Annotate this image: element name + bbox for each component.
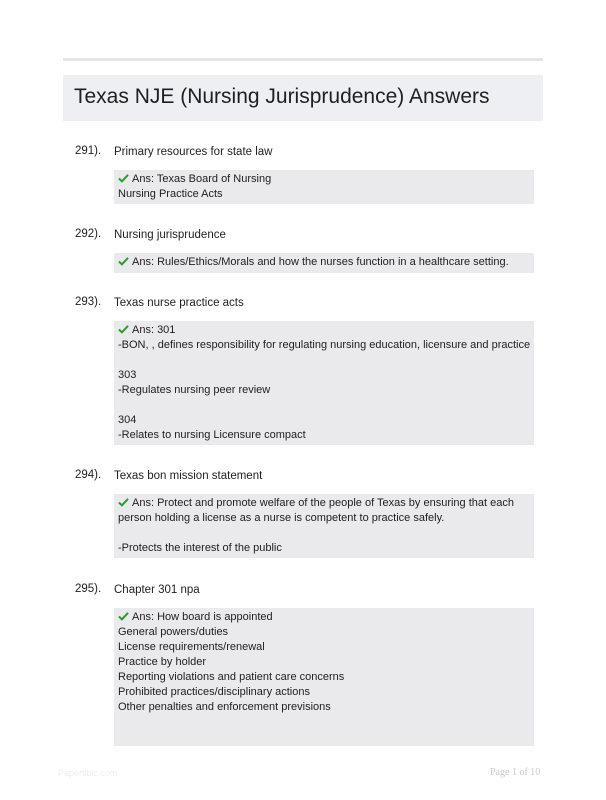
answer-line: Ans: 301 <box>118 323 534 338</box>
question-number: 295). <box>75 583 102 595</box>
answer-line: Ans: Rules/Ethics/Morals and how the nurses function in a healthcare setting. <box>118 255 534 270</box>
answer-line: General powers/duties <box>118 626 229 638</box>
qa-item-292 <box>63 228 543 274</box>
answer-line <box>118 353 534 368</box>
top-divider <box>63 58 543 61</box>
answer-line <box>118 526 534 541</box>
question-text: Chapter 301 npa <box>114 584 200 596</box>
answer-line: Other penalties and enforcement previsions <box>118 701 331 713</box>
page-title: Texas NJE (Nursing Jurisprudence) Answers <box>74 85 490 108</box>
qa-item-294 <box>63 469 543 561</box>
answer-line: -Relates to nursing Licensure compact <box>118 429 306 441</box>
answer-box <box>114 253 534 273</box>
answer-line: -BON, , defines responsibility for regulating nursing education, licensure and practice <box>118 339 531 351</box>
answer-line: 303 <box>118 369 137 381</box>
answer-line: Practice by holder <box>118 656 207 668</box>
question-text: Primary resources for state law <box>114 146 273 158</box>
answer-box <box>114 321 534 445</box>
check-icon <box>118 173 129 183</box>
answer-line: Ans: Texas Board of Nursing <box>118 172 534 187</box>
check-icon <box>118 497 129 507</box>
question-text: Nursing jurisprudence <box>114 229 226 241</box>
footer-site-watermark: Papertiblc.com <box>58 768 118 778</box>
answer-line: Reporting violations and patient care concerns <box>118 671 345 683</box>
answer-line: Prohibited practices/disciplinary actions <box>118 686 310 698</box>
title-banner <box>63 75 543 121</box>
question-number: 292). <box>75 228 102 240</box>
answer-box <box>114 170 534 204</box>
answer-line: Ans: Protect and promote welfare of the people of Texas by ensuring that each <box>118 496 534 511</box>
qa-item-295 <box>63 583 543 749</box>
qa-item-291 <box>63 145 543 207</box>
check-icon <box>118 256 129 266</box>
answer-line: Ans: How board is appointed <box>118 610 534 625</box>
question-number: 291). <box>75 145 102 157</box>
answer-line: License requirements/renewal <box>118 641 265 653</box>
answer-line <box>118 398 534 413</box>
page-number: Page 1 of 10 <box>490 767 541 778</box>
answer-line: Nursing Practice Acts <box>118 188 223 200</box>
answer-box <box>114 608 534 746</box>
answer-line: -Protects the interest of the public <box>118 542 282 554</box>
question-text: Texas bon mission statement <box>114 470 263 482</box>
answer-box <box>114 494 534 558</box>
question-number: 293). <box>75 296 102 308</box>
answer-line: 304 <box>118 414 137 426</box>
answer-line: -Regulates nursing peer review <box>118 384 271 396</box>
qa-item-293 <box>63 296 543 446</box>
check-icon <box>118 611 129 621</box>
question-text: Texas nurse practice acts <box>114 297 244 309</box>
question-number: 294). <box>75 469 102 481</box>
answer-line: person holding a license as a nurse is competent to practice safely. <box>118 512 445 524</box>
check-icon <box>118 324 129 334</box>
